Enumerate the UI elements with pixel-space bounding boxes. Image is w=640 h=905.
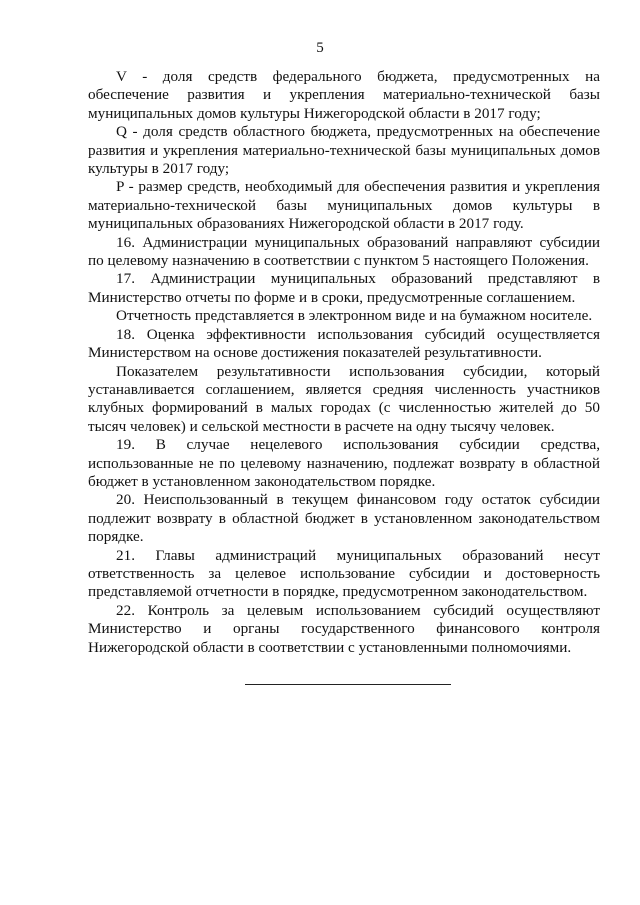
paragraph-q-definition: Q - доля средств областного бюджета, предусмотренных на обеспечение развития и укрепления материально-технической базы муниципальных домов культуры в 2017 году; (88, 123, 600, 178)
paragraph-item-21: 21. Главы администраций муниципальных образований несут ответственность за целевое использование субсидии и достоверность представляемой отчетности в порядке, предусмотренном законодательством. (88, 546, 600, 601)
paragraph-item-18: 18. Оценка эффективности использования субсидий осуществляется Министерством на основе достижения показателей результативности. (88, 325, 600, 362)
paragraph-p-definition: P - размер средств, необходимый для обеспечения развития и укрепления материально-технической базы муниципальных домов культуры в муниципальных образованиях Нижегородской области в 2017 году. (88, 178, 600, 233)
document-body (88, 68, 600, 657)
page-number: 5 (316, 40, 324, 56)
closing-divider (245, 684, 451, 685)
paragraph-item-19: 19. В случае нецелевого использования субсидии средства, использованные не по целевому назначению, подлежат возврату в областной бюджет в установленном законодательством порядке. (88, 436, 600, 490)
paragraph-item-16: 16. Администрации муниципальных образований направляют субсидии по целевому назначению в соответствии с пунктом 5 настоящего Положения. (88, 233, 600, 270)
paragraph-reporting: Отчетность представляется в электронном виде и на бумажном носителе. (116, 307, 593, 325)
paragraph-item-22: 22. Контроль за целевым использованием субсидий осуществляют Министерство и органы государственного финансового контроля Нижегородской области в соответствии с установленными полномочиями. (88, 601, 600, 656)
paragraph-performance-indicator: Показателем результативности использования субсидии, который устанавливается соглашением, является средняя численность участников клубных формирований в малых городах (с численностью жителей до 50 тысяч человек) и сельской местности в расчете на одну тысячу человек. (88, 362, 600, 435)
paragraph-item-17: 17. Администрации муниципальных образований представляют в Министерство отчеты по форме и в сроки, предусмотренные соглашением. (88, 270, 600, 306)
paragraph-item-20: 20. Неиспользованный в текущем финансовом году остаток субсидии подлежит возврату в областной бюджет в установленном законодательством порядке. (88, 491, 600, 546)
paragraph-v-definition: V - доля средств федерального бюджета, предусмотренных на обеспечение развития и укрепления материально-технической базы муниципальных домов культуры Нижегородской области в 2017 году; (88, 68, 600, 122)
